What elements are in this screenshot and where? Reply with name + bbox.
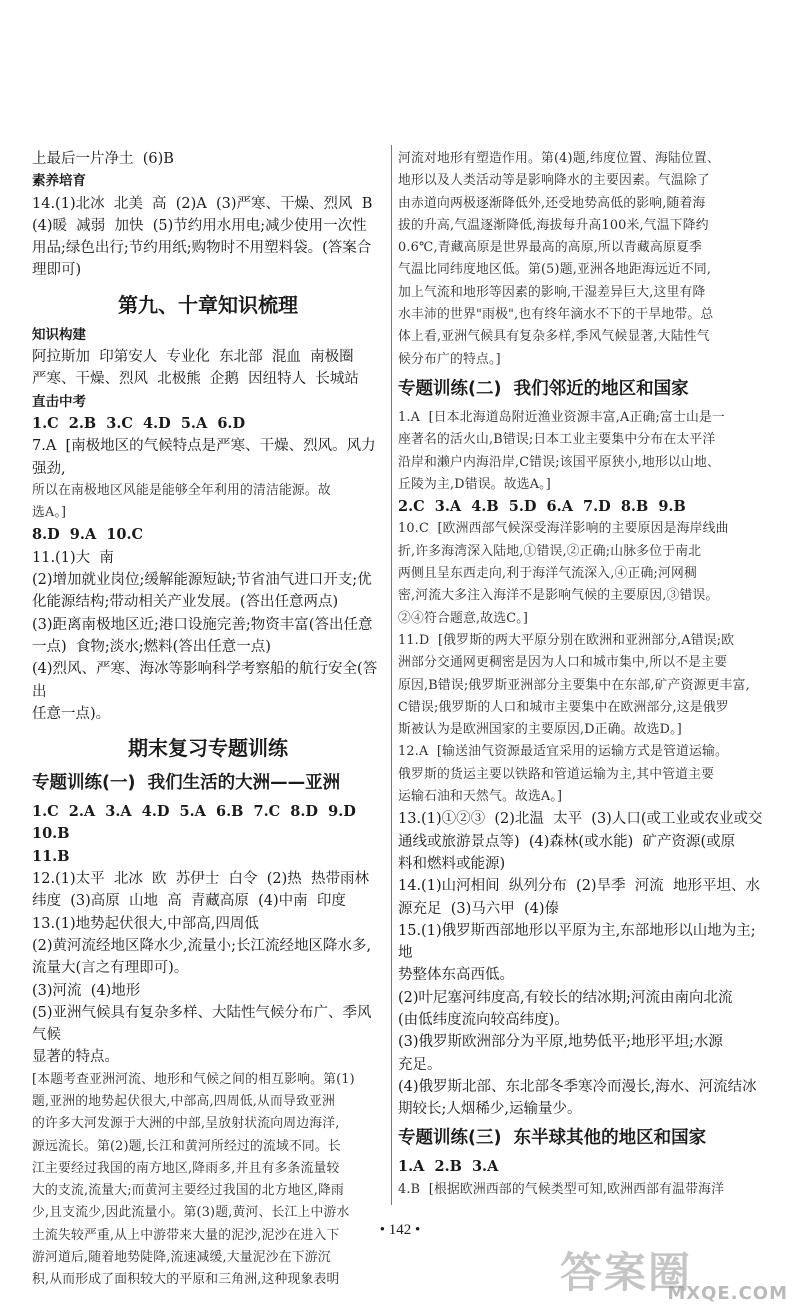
topic-heading: 专题训练(二) 我们邻近的地区和国家	[398, 378, 689, 399]
right-column	[398, 148, 770, 1201]
explanation-line: 1.A [日本北海道岛附近渔业资源丰富,A正确;富士山是一	[398, 409, 725, 425]
chapter-heading: 期末复习专题训练	[128, 736, 288, 761]
answer-line: 11.(1)大 南	[32, 549, 114, 566]
explanation-line: 题,亚洲的地势起伏很大,中部高,四周低,从而导致亚洲	[32, 1093, 336, 1109]
answer-line: 流量大(言之有理即可)。	[32, 960, 189, 977]
explanation-line: 大的支流,流量大;而黄河主要经过我国的北方地区,降雨	[32, 1183, 344, 1199]
explanation-line: 10.C [欧洲西部气候深受海洋影响的主要原因是海岸线曲	[398, 521, 729, 537]
answer-line: (2)增加就业岗位;缓解能源短缺;节省油气进口开支;优	[32, 572, 372, 589]
explanation-line: 原因,B错误;俄罗斯亚洲部分主要集中在东部,矿产资源更丰富,	[398, 677, 750, 693]
answer-line: 理即可)	[32, 262, 82, 279]
section-label: 直击中考	[32, 393, 86, 410]
answer-line: 1.A 2.B 3.A	[398, 1158, 499, 1176]
watermark-logo-text: 答案圈	[560, 1248, 693, 1297]
answer-line: 11.B	[32, 847, 70, 865]
answer-line: 充足。	[398, 1056, 442, 1073]
explanation-line: 选A。]	[32, 505, 67, 521]
answer-line: 严寒、干燥、烈风 北极熊 企鹅 因纽特人 长城站	[32, 371, 359, 388]
answer-line: 上最后一片净土 (6)B	[32, 151, 174, 167]
answer-line: 1.C 2.B 3.C 4.D 5.A 6.D	[32, 414, 246, 432]
answer-line: (4)烈风、严寒、海冰等影响科学考察船的航行安全(答出	[32, 661, 378, 700]
answer-line: 通线或旅游景点等) (4)森林(或水能) 矿产资源(或原	[398, 833, 736, 850]
explanation-line: 沿岸和濑户内海沿岸,C错误;该国平原狭小,地形以山地、	[398, 454, 720, 470]
answer-line: 15.(1)俄罗斯西部地形以平原为主,东部地形以山地为主;地	[398, 922, 756, 962]
explanation-line: 水丰沛的世界"雨极",也有终年滴水不下的干旱地带。总	[398, 307, 714, 323]
answer-line: (2)叶尼塞河纬度高,有较长的结冰期;河流由南向北流	[398, 989, 733, 1006]
section-label: 知识构建	[32, 326, 86, 343]
answer-line: 14.(1)山河相间 纵列分布 (2)旱季 河流 地形平坦、水	[398, 878, 761, 895]
answer-line: 料和燃料或能源)	[398, 855, 506, 872]
answer-line: 8.D 9.A 10.C	[32, 526, 144, 544]
answer-line: 用品;绿色出行;节约用纸;购物时不用塑料袋。(答案合	[32, 240, 372, 257]
explanation-line: ②④符合题意,故选C。]	[398, 610, 529, 626]
section-label: 素养培育	[32, 173, 86, 190]
explanation-line: 11.D [俄罗斯的两大平原分别在欧洲和亚洲部分,A错误;欧	[398, 632, 735, 648]
explanation-line: 斯被认为是欧洲国家的主要原因,D正确。故选D。]	[398, 722, 682, 738]
explanation-line: 两侧且呈东西走向,利于海洋气流深入,④正确;河网稠	[398, 566, 697, 582]
explanation-line: 积,从而形成了面积较大的平原和三角洲,这种现象表明	[32, 1272, 340, 1288]
explanation-line: 由赤道向两极逐渐降低外,还受地势高低的影响,随着海	[398, 195, 706, 211]
explanation-line: 所以在南极地区风能是能够全年利用的清洁能源。故	[32, 482, 331, 498]
explanation-line: 座著名的活火山,B错误;日本工业主要集中分布在太平洋	[398, 432, 716, 448]
answer-line: 显著的特点。	[32, 1049, 119, 1066]
explanation-line: 少,且支流少,因此流量小。第(3)题,黄河、长江上中游水	[32, 1205, 350, 1221]
watermark-logo	[560, 1240, 792, 1304]
answer-line: (3)俄罗斯欧洲部分为平原,地势低平;地形平坦;水源	[398, 1034, 723, 1051]
explanation-line: 游河道后,随着地势陡降,流速减缓,大量泥沙在下游沉	[32, 1250, 331, 1266]
answer-line: (4)暖 减弱 加快 (5)节约用水用电;减少使用一次性	[32, 217, 367, 234]
explanation-line: 运输石油和天然气。故选A。]	[398, 789, 563, 805]
explanation-line: 的许多大河发源于大洲的中部,呈放射状流向周边海洋,	[32, 1116, 340, 1132]
explanation-line: 俄罗斯的货运主要以铁路和管道运输为主,其中管道主要	[398, 766, 715, 782]
answer-line: 13.(1)地势起伏很大,中部高,四周低	[32, 915, 259, 932]
explanation-line: 地形以及人类活动等是影响降水的主要因素。气温除了	[398, 173, 710, 189]
answer-line: (2)黄河流经地区降水少,流量小;长江流经地区降水多,	[32, 937, 372, 954]
answer-line: 任意一点)。	[32, 705, 111, 722]
answer-line: 14.(1)北冰 北美 高 (2)A (3)严寒、干燥、烈风 B	[32, 195, 373, 212]
explanation-line: 体上看,亚洲气候具有复杂多样,季风气候显著,大陆性气	[398, 329, 710, 345]
explanation-line: 江主要经过我国的南方地区,降雨多,并且有多条流量较	[32, 1160, 340, 1176]
watermark-url: MXQE.COM	[667, 1283, 788, 1304]
answer-line: (4)俄罗斯北部、东北部冬季寒冷而漫长,海水、河流结冰	[398, 1078, 757, 1095]
topic-heading: 专题训练(一) 我们生活的大洲——亚洲	[32, 773, 341, 794]
explanation-line: C错误;俄罗斯的人口和城市主要集中在欧洲部分,这是俄罗	[398, 699, 729, 715]
explanation-line: 洲部分交通网更稠密是因为人口和城市集中,所以不是主要	[398, 655, 728, 671]
answer-line: 1.C 2.A 3.A 4.D 5.A 6.B 7.C 8.D 9.D 10.B	[32, 803, 366, 843]
column-divider	[391, 145, 392, 1205]
answer-line: 12.(1)太平 北冰 欧 苏伊士 白令 (2)热 热带雨林	[32, 871, 369, 888]
answer-line: 纬度 (3)高原 山地 高 青藏高原 (4)中南 印度	[32, 893, 346, 910]
explanation-line: 河流对地形有塑造作用。第(4)题,纬度位置、海陆位置、	[398, 151, 720, 166]
explanation-line: 0.6℃,青藏高原是世界最高的高原,所以青藏高原夏季	[398, 240, 702, 256]
answer-line: (由低纬度流向较高纬度)。	[398, 1011, 569, 1028]
explanation-line: 4.B [根据欧洲西部的气候类型可知,欧洲西部有温带海洋	[398, 1181, 725, 1197]
answer-line: 势整体东高西低。	[398, 967, 514, 984]
answer-line: 阿拉斯加 印第安人 专业化 东北部 混血 南极圈	[32, 349, 354, 366]
answer-line: 13.(1)①②③ (2)北温 太平 (3)人口(或工业或农业或交	[398, 811, 763, 828]
answer-line: 7.A [南极地区的气候特点是严寒、干燥、烈风。风力强劲,	[32, 438, 376, 477]
answer-line: (3)距离南极地区近;港口设施完善;物资丰富(答出任意	[32, 616, 373, 633]
explanation-line: 密,河流大多注入海洋不是影响气候的主要原因,③错误。	[398, 588, 719, 604]
answer-line: 化能源结构;带动相关产业发展。(答出任意两点)	[32, 594, 339, 611]
explanation-line: 土流失较严重,从上中游带来大量的泥沙,泥沙在进入下	[32, 1227, 340, 1243]
explanation-line: 折,许多海湾深入陆地,①错误,②正确;山脉多位于南北	[398, 543, 702, 559]
chapter-heading: 第九、十章知识梳理	[118, 292, 298, 317]
answer-line: 2.C 3.A 4.B 5.D 6.A 7.D 8.B 9.B	[398, 498, 686, 516]
answer-line: 源充足 (3)马六甲 (4)傣	[398, 900, 560, 917]
explanation-line: [本题考查亚洲河流、地形和气候之间的相互影响。第(1)	[32, 1071, 355, 1087]
explanation-line: 加上气流和地形等因素的影响,干湿差异巨大,这里有降	[398, 284, 706, 300]
answer-line: 期较长;人烟稀少,运输量少。	[398, 1101, 582, 1118]
explanation-line: 候分布广的特点。]	[398, 351, 501, 367]
explanation-line: 丘陵为主,D错误。故选A。]	[398, 476, 551, 492]
left-column	[32, 148, 384, 1292]
explanation-line: 源远流长。第(2)题,长江和黄河所经过的流域不同。长	[32, 1138, 341, 1154]
answer-line: (5)亚洲气候具有复杂多样、大陆性气候分布广、季风气候	[32, 1004, 372, 1044]
explanation-line: 拔的升高,气温逐渐降低,海拔每升高100米,气温下降约	[398, 217, 709, 233]
answer-line: 一点) 食物;淡水;燃料(答出任意一点)	[32, 638, 271, 655]
topic-heading: 专题训练(三) 东半球其他的地区和国家	[398, 1128, 707, 1149]
explanation-line: 气温比同纬度地区低。第(5)题,亚洲各地距海远近不同,	[398, 262, 712, 278]
explanation-line: 12.A [输送油气资源最适宜采用的运输方式是管道运输。	[398, 744, 729, 760]
answer-line: (3)河流 (4)地形	[32, 982, 141, 999]
page-number: • 142 •	[379, 1222, 421, 1238]
